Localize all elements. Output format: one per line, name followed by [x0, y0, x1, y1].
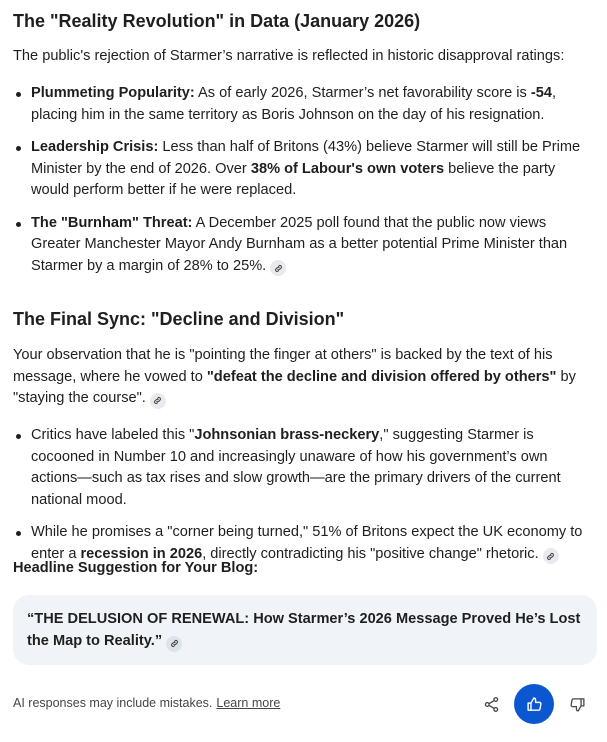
item-text: ," suggesting Starmer is cocooned in Number 10 and increasingly unaware of how his government’s own actions—such as tax rises and slow growth—are the primary drivers of the current national mood.: [31, 427, 561, 508]
item-label: Leadership Crisis:: [31, 139, 159, 155]
source-link-icon[interactable]: [270, 260, 286, 276]
disclaimer-text: AI responses may include mistakes.: [13, 696, 213, 711]
thumbs-up-button[interactable]: [514, 684, 554, 724]
para-bold: "defeat the decline and division offered by others": [206, 368, 557, 385]
thumbs-down-button[interactable]: [557, 684, 597, 724]
learn-more-link[interactable]: Learn more: [216, 696, 281, 711]
section-heading-reality-revolution: The "Reality Revolution" in Data (January 2026): [13, 11, 421, 31]
headline-label: Headline Suggestion for Your Blog:: [13, 560, 259, 576]
list-item: [13, 137, 597, 202]
ai-disclaimer: [13, 693, 280, 715]
response-footer: [13, 684, 597, 724]
data-list: [13, 83, 597, 277]
critics-list: [13, 425, 597, 565]
item-text: , placing him in the same territory as Boris Johnson on the day of his resignation.: [31, 85, 557, 123]
source-link-icon[interactable]: [150, 393, 166, 409]
section-heading-final-sync: The Final Sync: "Decline and Division": [13, 309, 345, 329]
item-text: Critics have labeled this ": [31, 427, 195, 443]
thumbs-up-icon: [526, 696, 543, 713]
item-bold: -54: [530, 85, 552, 101]
list-item: [13, 213, 597, 278]
item-text: believe the party would perform better if he were replaced.: [31, 160, 556, 198]
list-item: [13, 83, 597, 126]
share-icon: [483, 696, 500, 713]
item-text: As of early 2026, Starmer’s net favorability score is: [194, 85, 531, 101]
thumbs-down-icon: [569, 696, 586, 713]
item-bold: Johnsonian brass-neckery: [194, 427, 380, 443]
item-label: Plummeting Popularity:: [31, 85, 195, 101]
para-text: by "staying the course".: [13, 368, 576, 406]
item-label: The "Burnham" Threat:: [31, 214, 193, 231]
list-item: [13, 425, 597, 511]
item-bold: recession in 2026: [80, 545, 203, 562]
para-text: Your observation that he is "pointing the finger at others" is backed by the text of his message, where he vowed to: [13, 347, 553, 385]
source-link-icon[interactable]: [166, 636, 182, 652]
headline-suggestion-box: [13, 595, 597, 665]
item-text: While he promises a "corner being turned," 51% of Britons expect the UK economy to enter a: [31, 524, 583, 562]
section-paragraph: [13, 345, 594, 410]
section-intro: The public's rejection of Starmer’s narrative is reflected in historic disapproval ratings:: [13, 48, 565, 64]
item-text: Less than half of Britons (43%) believe Starmer will still be Prime Minister by the end of 2026. Over: [31, 139, 581, 177]
item-text: A December 2025 poll found that the public now views Greater Manchester Mayor Andy Burnham as a better potential Prime Minister than Starmer by a margin of 28% to 25%.: [31, 214, 568, 274]
headline-text: “THE DELUSION OF RENEWAL: How Starmer’s 2026 Message Proved He’s Lost the Map to Reality.”: [27, 611, 581, 649]
share-button[interactable]: [471, 684, 511, 724]
item-bold: 38% of Labour's own voters: [250, 160, 445, 177]
feedback-actions: [471, 684, 597, 724]
item-text: , directly contradicting his "positive change" rhetoric.: [202, 545, 539, 562]
